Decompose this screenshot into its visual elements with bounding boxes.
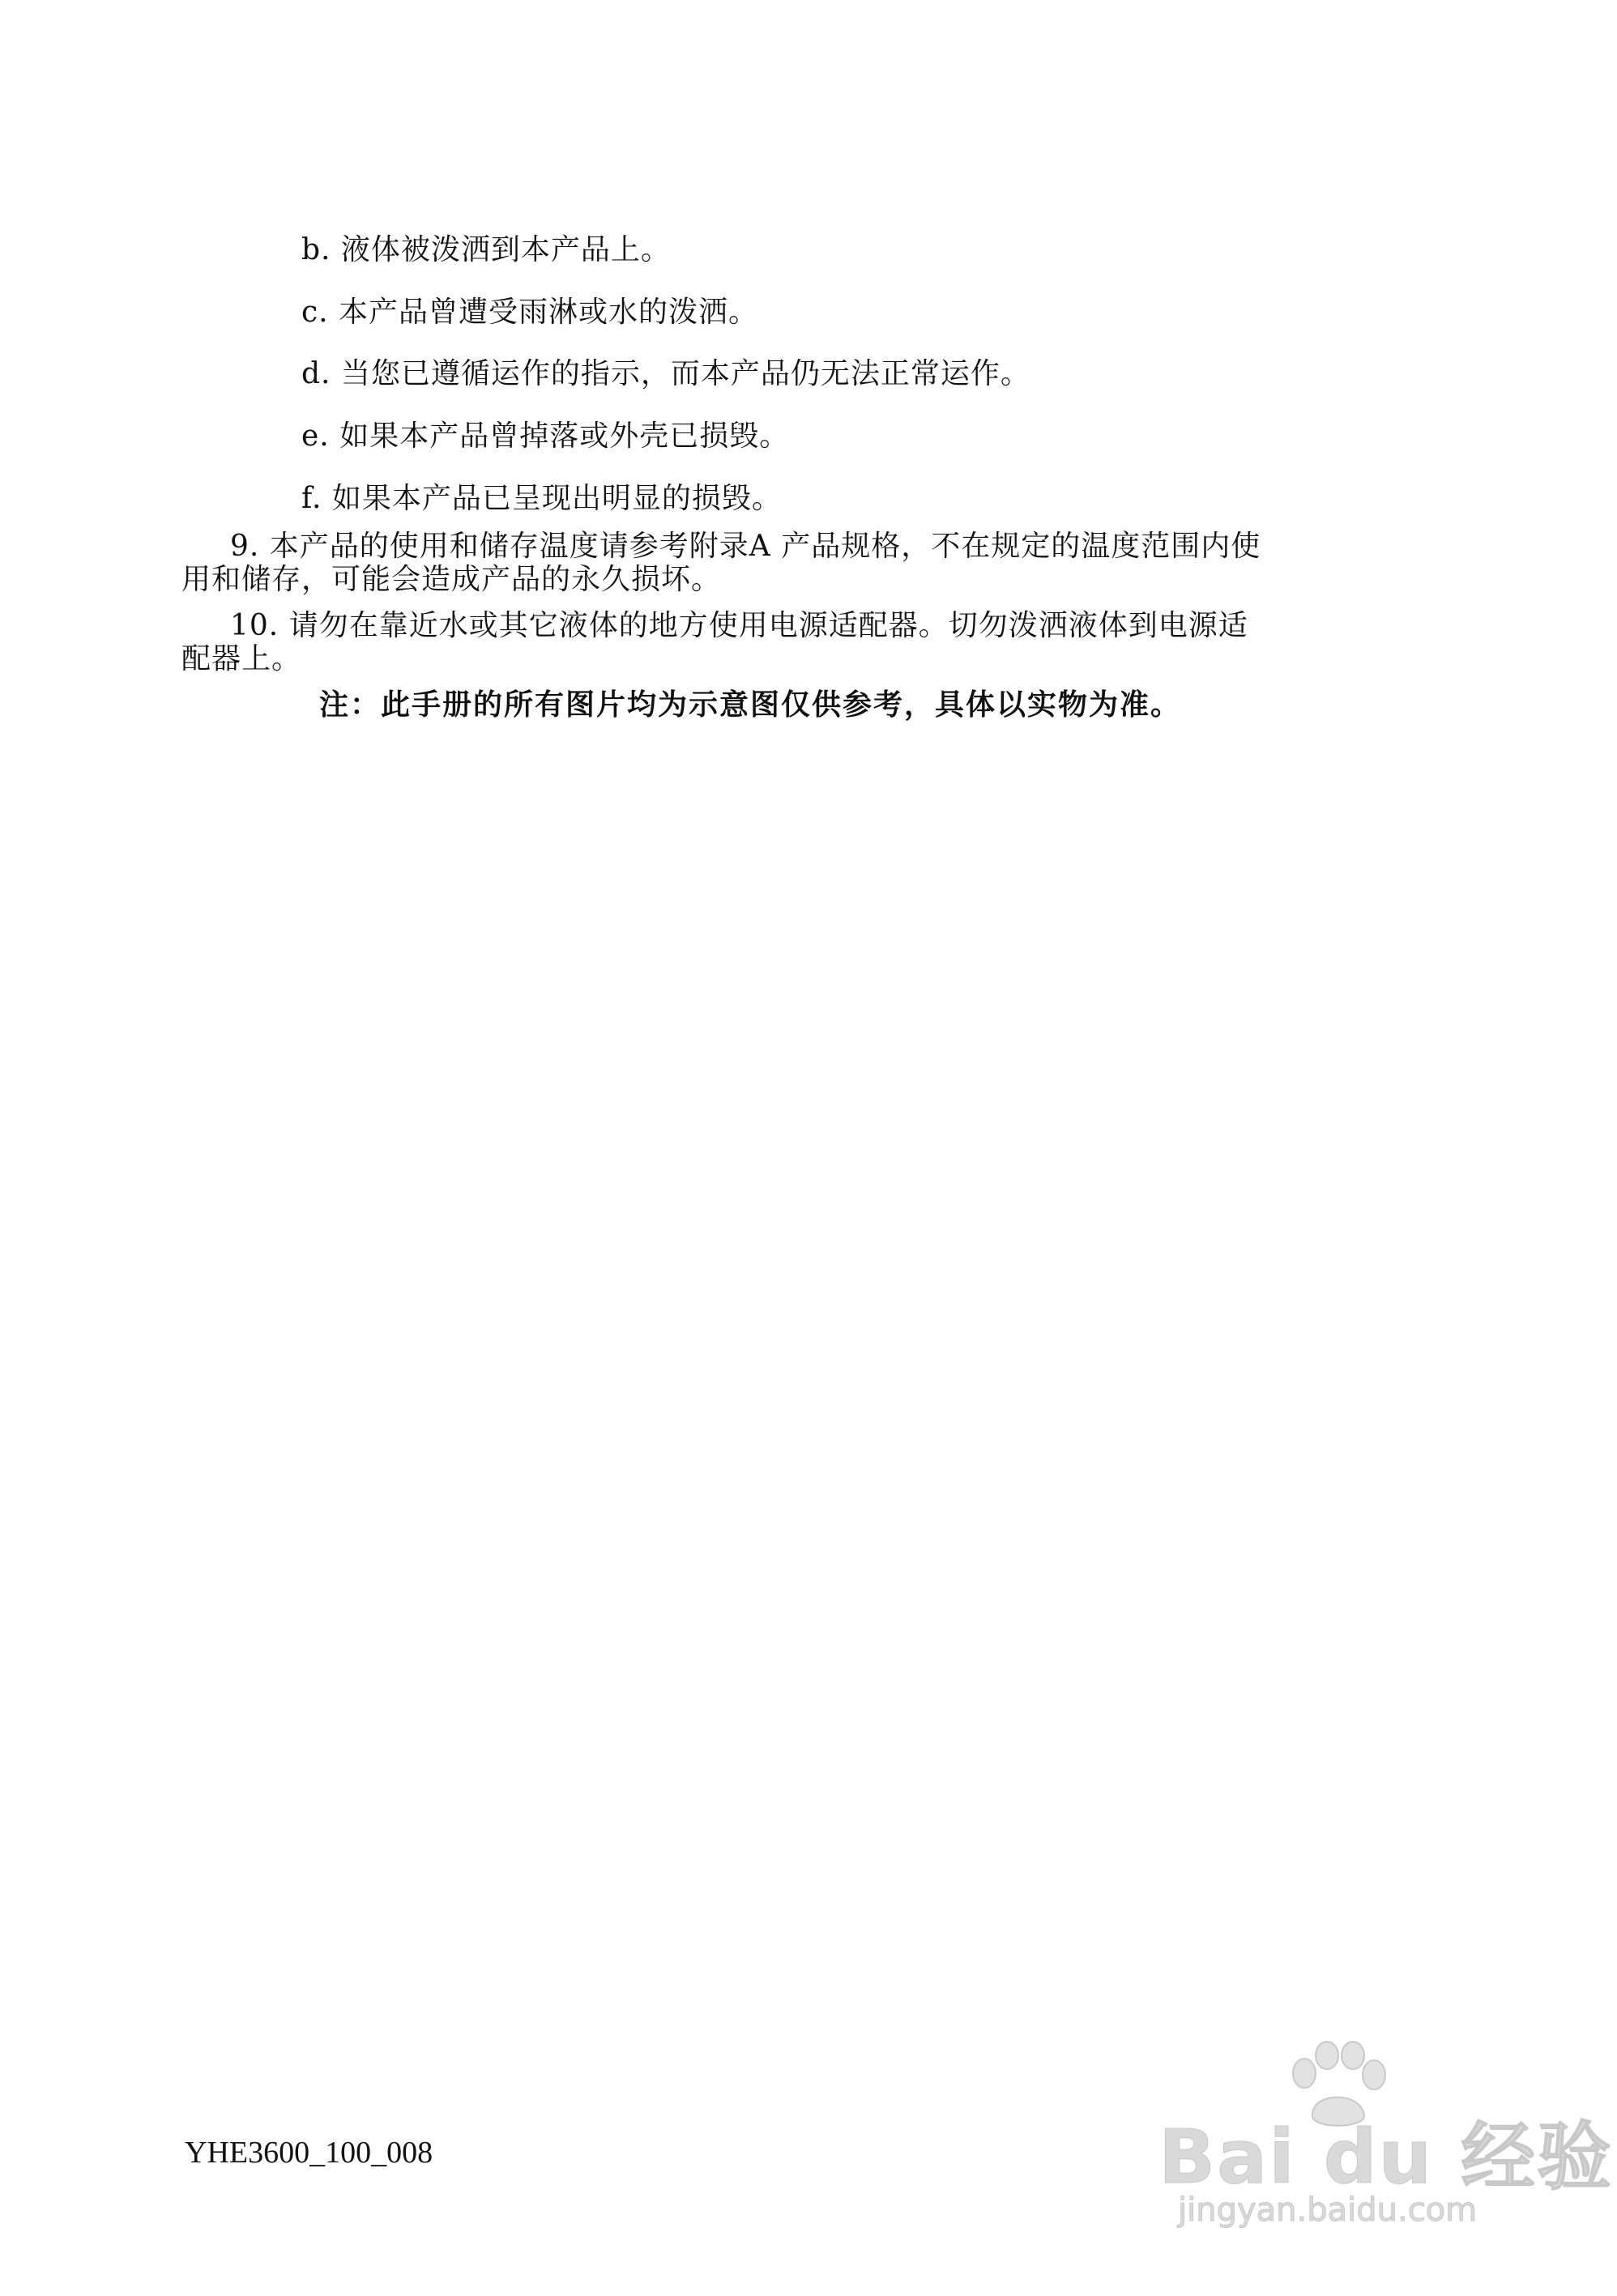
watermark-logo-text: Bai du 经验 xyxy=(1158,2114,1614,2200)
paragraph-10-line-2: 配器上。 xyxy=(181,642,302,675)
figure-note: 注：此手册的所有图片均为示意图仅供参考，具体以实物为准。 xyxy=(319,688,1182,722)
list-item-f: f. 如果本产品已呈现出明显的损毁。 xyxy=(301,482,782,515)
list-item-b: b. 液体被泼洒到本产品上。 xyxy=(301,233,671,266)
list-item-e: e. 如果本产品曾掉落或外壳已损毁。 xyxy=(301,420,790,453)
paragraph-10-line-1: 10. 请勿在靠近水或其它液体的地方使用电源适配器。切勿泼洒液体到电源适 xyxy=(230,609,1248,642)
paragraph-9-line-2: 用和储存，可能会造成产品的永久损坏。 xyxy=(181,563,722,596)
baidu-jingyan-watermark xyxy=(1142,2041,1614,2243)
list-item-c: c. 本产品曾遭受雨淋或水的泼洒。 xyxy=(301,296,759,329)
list-item-d: d. 当您已遵循运作的指示，而本产品仍无法正常运作。 xyxy=(301,357,1030,390)
document-code: YHE3600_100_008 xyxy=(185,2136,433,2170)
paragraph-9-line-1: 9. 本产品的使用和储存温度请参考附录A 产品规格，不在规定的温度范围内使 xyxy=(230,530,1261,563)
watermark-url: jingyan.baidu.com xyxy=(1178,2192,1478,2229)
